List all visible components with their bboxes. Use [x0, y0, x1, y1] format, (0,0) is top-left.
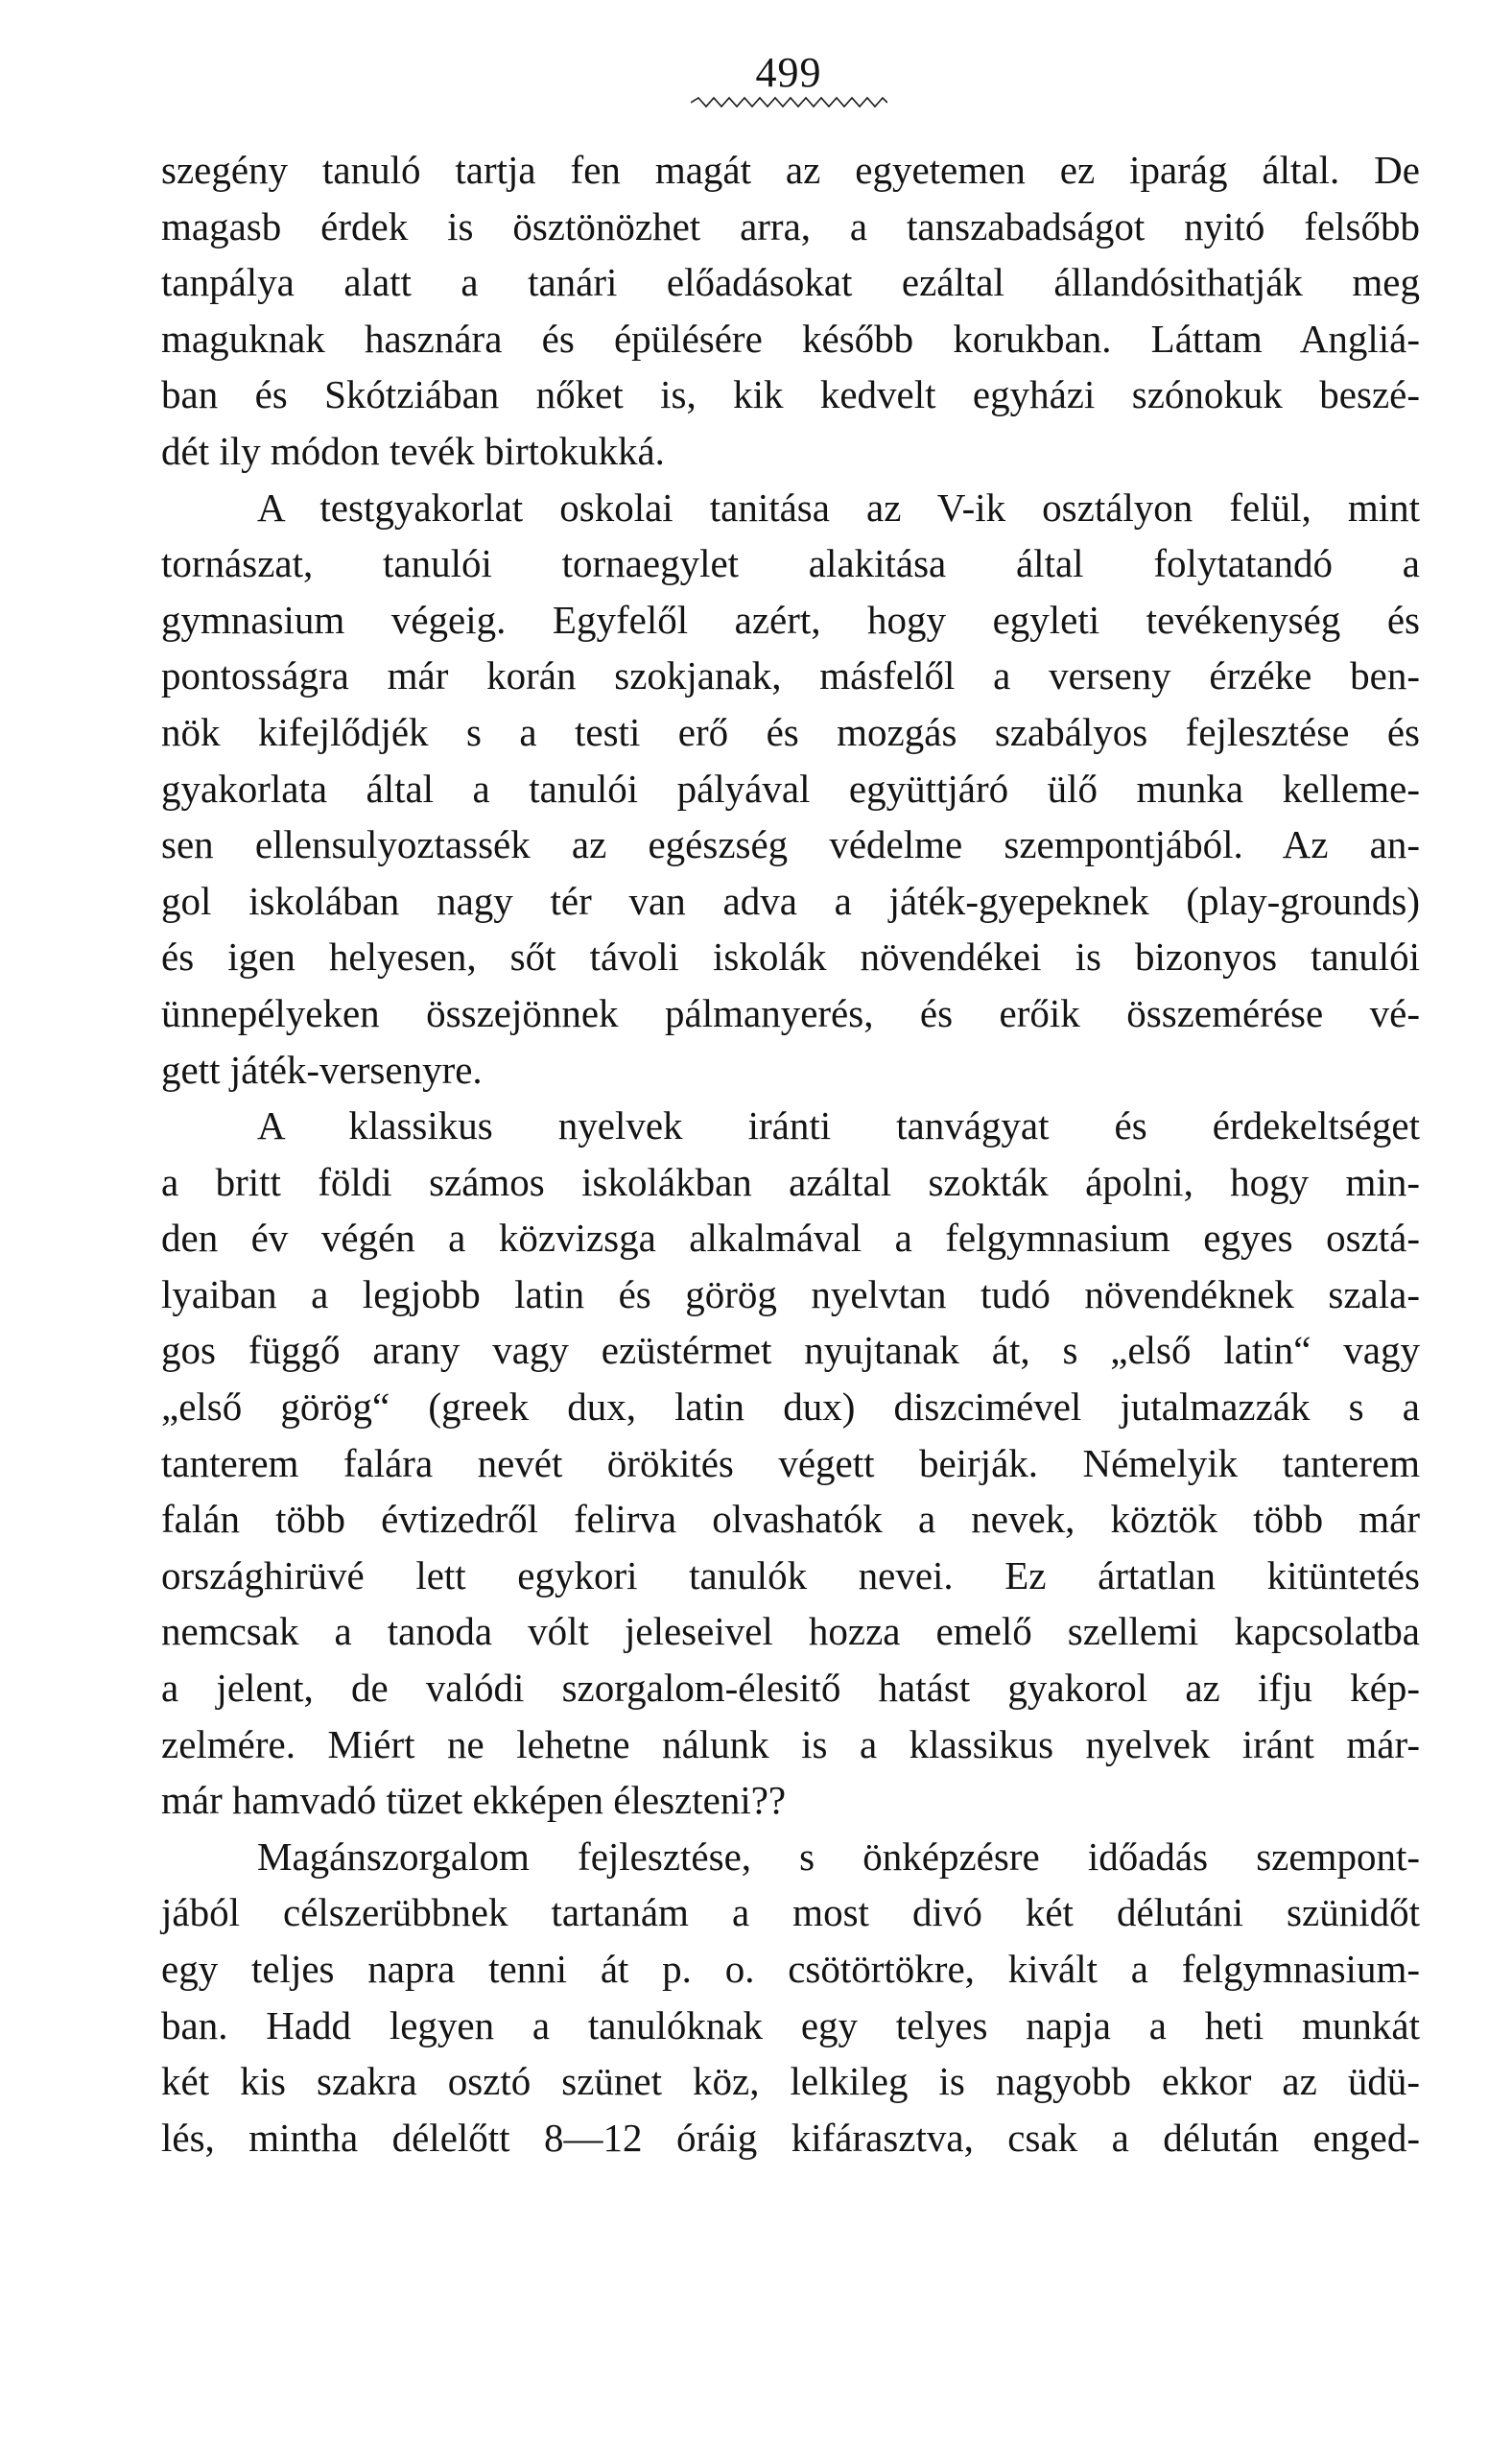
text-line: nemcsak a tanoda vólt jeleseivel hozza emelő szellemi kapcsolatba — [161, 1609, 1420, 1654]
text-line: a jelent, de valódi szorgalom-élesitő hatást gyakorol az ifju kép- — [161, 1666, 1420, 1711]
text-line: tanterem falára nevét örökités végett beirják. Némelyik tanterem — [161, 1440, 1420, 1485]
text-line: egy teljes napra tenni át p. o. csötörtökre, kivált a felgymnasium- — [161, 1947, 1420, 1991]
page-header — [0, 48, 1512, 97]
text-line: Magánszorgalom fejlesztése, s önképzésre időadás szempont- — [257, 1834, 1420, 1879]
text-line: gyakorlata által a tanulói pályával együttjáró ülő munka kelleme- — [161, 766, 1420, 811]
text-line: „első görög“ (greek dux, latin dux) diszcimével jutalmazzák s a — [161, 1384, 1420, 1430]
page-number: 499 — [755, 49, 822, 96]
text-line: lyaiban a legjobb latin és görög nyelvtan tudó növendéknek szala- — [161, 1271, 1420, 1316]
text-line: már hamvadó tüzet ekképen éleszteni?? — [161, 1778, 787, 1823]
text-line: és igen helyesen, sőt távoli iskolák növendékei is bizonyos tanulói — [161, 935, 1420, 980]
text-line: gol iskolában nagy tér van adva a játék-gyepeknek (play-grounds) — [161, 878, 1420, 923]
text-line: a britt földi számos iskolákban azáltal szokták ápolni, hogy min- — [161, 1159, 1420, 1204]
wavy-ornament-rule — [691, 96, 887, 109]
text-line: maguknak hasznára és épülésére később korukban. Láttam Angliá- — [161, 316, 1420, 361]
text-line: A klassikus nyelvek iránti tanvágyat és érdekeltséget — [257, 1103, 1420, 1148]
text-line: sen ellensulyoztassék az egészség védelme szempontjából. Az an- — [161, 822, 1420, 867]
text-line: tornászat, tanulói tornaegylet alakitása által folytatandó a — [161, 541, 1420, 586]
text-line: nök kifejlődjék s a testi erő és mozgás szabályos fejlesztése és — [161, 709, 1420, 754]
text-line: gymnasium végeig. Egyfelől azért, hogy egyleti tevékenység és — [161, 597, 1420, 642]
text-line: gett játék-versenyre. — [161, 1047, 483, 1092]
text-line: lés, mintha délelőtt 8—12 óráig kifárasztva, csak a délután enged- — [161, 2115, 1420, 2160]
text-line: tanpálya alatt a tanári előadásokat ezáltal állandósithatják meg — [161, 260, 1420, 305]
text-line: jából célszerübbnek tartanám a most divó két délutáni szünidőt — [161, 1890, 1420, 1935]
text-line: pontosságra már korán szokjanak, másfelől a verseny érzéke ben- — [161, 653, 1420, 698]
text-line: falán több évtizedről felirva olvashatók a nevek, köztök több már — [161, 1497, 1420, 1542]
text-line: gos függő arany vagy ezüstérmet nyujtanak át, s „első latin“ vagy — [161, 1328, 1420, 1373]
body-text — [161, 142, 1420, 2165]
text-line: ban. Hadd legyen a tanulóknak egy telyes napja a heti munkát — [161, 2002, 1420, 2047]
text-line: ban és Skótziában nőket is, kik kedvelt egyházi szónokuk beszé- — [161, 372, 1420, 417]
text-line: zelmére. Miért ne lehetne nálunk is a klassikus nyelvek iránt már- — [161, 1721, 1420, 1766]
text-line: den év végén a közvizsga alkalmával a felgymnasium egyes osztá- — [161, 1216, 1420, 1261]
text-line: ünnepélyeken összejönnek pálmanyerés, és erőik összemérése vé- — [161, 990, 1420, 1035]
text-line: magasb érdek is ösztönözhet arra, a tanszabadságot nyitó felsőbb — [161, 203, 1420, 248]
text-line: dét ily módon tevék birtokukká. — [161, 428, 665, 473]
text-line: szegény tanuló tartja fen magát az egyetemen ez iparág által. De — [161, 148, 1420, 192]
text-line: országhirüvé lett egykori tanulók nevei. Ez ártatlan kitüntetés — [161, 1552, 1420, 1597]
text-line: A testgyakorlat oskolai tanitása az V-ik osztályon felül, mint — [257, 485, 1420, 530]
text-line: két kis szakra osztó szünet köz, lelkileg is nagyobb ekkor az üdü- — [161, 2059, 1420, 2104]
